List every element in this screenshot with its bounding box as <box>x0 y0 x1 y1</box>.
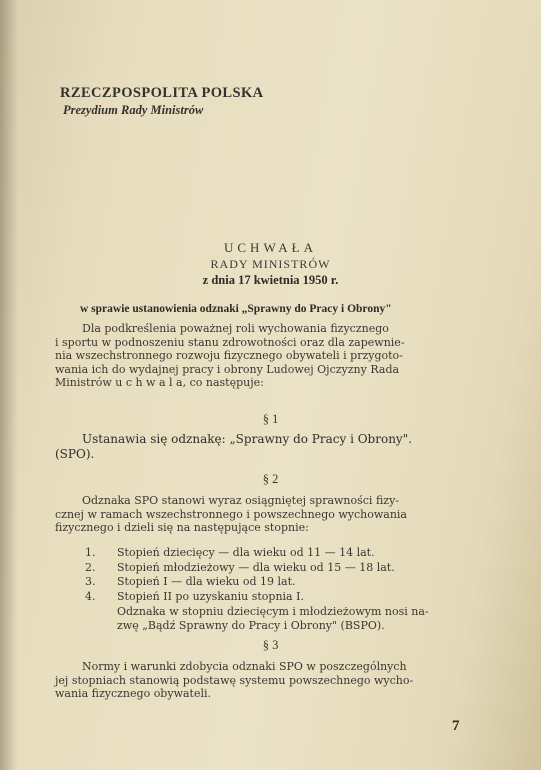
list-item-number: 1. <box>85 546 96 559</box>
section-2-intro <box>55 494 470 535</box>
section-2-mark: § 2 <box>262 472 279 486</box>
issuer-header <box>60 85 264 118</box>
section-1-mark: § 1 <box>262 412 279 426</box>
section-3-line: wania fizycznego obywateli. <box>55 687 212 700</box>
preamble-line: Ministrów u c h w a l a, co następuje: <box>55 376 264 389</box>
note-line: Odznaka w stopniu dziecięcym i młodzieżowym nosi na- <box>117 605 429 618</box>
preamble-line: wania ich do wydajnej pracy i obrony Ludowej Ojczyzny Rada <box>55 362 400 376</box>
list-item-number: 2. <box>85 560 96 574</box>
preamble-line: Dla podkreślenia poważnej roli wychowania fizycznego <box>82 322 389 335</box>
section-2-note <box>117 605 467 632</box>
title-date: z dnia 17 kwietnia 1950 r. <box>202 273 339 287</box>
section-1-line: (SPO). <box>55 447 95 461</box>
section-1-text <box>55 432 470 462</box>
list-item <box>85 590 500 605</box>
section-2-line: fizycznego i dzieli się na następujące stopnie: <box>55 521 309 534</box>
issuer-state: RZECZPOSPOLITA POLSKA <box>60 85 264 101</box>
list-item-text: Stopień I — dla wieku od 19 lat. <box>117 575 296 588</box>
list-item-number: 4. <box>85 589 96 603</box>
issuer-body: Prezydium Rady Ministrów <box>63 103 204 117</box>
resolution-subject: w sprawie ustanowienia odznaki „Sprawny do Pracy i Obrony" <box>80 303 392 315</box>
degree-list <box>85 546 500 604</box>
title-line-1: UCHWAŁA <box>224 240 317 255</box>
list-item-text: Stopień młodzieżowy — dla wieku od 15 — 18 lat. <box>117 560 395 574</box>
preamble-line: nia wszechstronnego rozwoju fizycznego obywateli i przygoto- <box>55 349 403 362</box>
section-3-line: Normy i warunki zdobycia odznaki SPO w poszczególnych <box>82 660 407 673</box>
section-3-mark: § 3 <box>262 638 279 652</box>
list-item <box>85 561 500 576</box>
list-item <box>85 575 500 590</box>
resolution-title <box>0 240 541 288</box>
section-3-text <box>55 660 470 701</box>
section-3-line: jej stopniach stanowią podstawę systemu powszechnego wycho- <box>55 673 414 687</box>
list-item-text: Stopień dziecięcy — dla wieku od 11 — 14 lat. <box>117 546 375 559</box>
page-number: 7 <box>452 718 460 734</box>
list-item <box>85 546 500 561</box>
section-2-line: Odznaka SPO stanowi wyraz osiągniętej sprawności fizy- <box>82 494 400 507</box>
list-item-number: 3. <box>85 575 96 588</box>
note-line: zwę „Bądź Sprawny do Pracy i Obrony" (BSPO). <box>117 618 385 632</box>
title-line-2: RADY MINISTRÓW <box>210 257 331 271</box>
list-item-text: Stopień II po uzyskaniu stopnia I. <box>117 589 304 603</box>
section-2-line: cznej w ramach wszechstronnego i powszechnego wychowania <box>55 507 407 521</box>
section-1-line: Ustanawia się odznakę: „Sprawny do Pracy i Obrony". <box>82 432 413 446</box>
preamble <box>55 322 470 390</box>
preamble-line: i sportu w podnoszeniu stanu zdrowotności oraz dla zapewnie- <box>55 335 405 349</box>
